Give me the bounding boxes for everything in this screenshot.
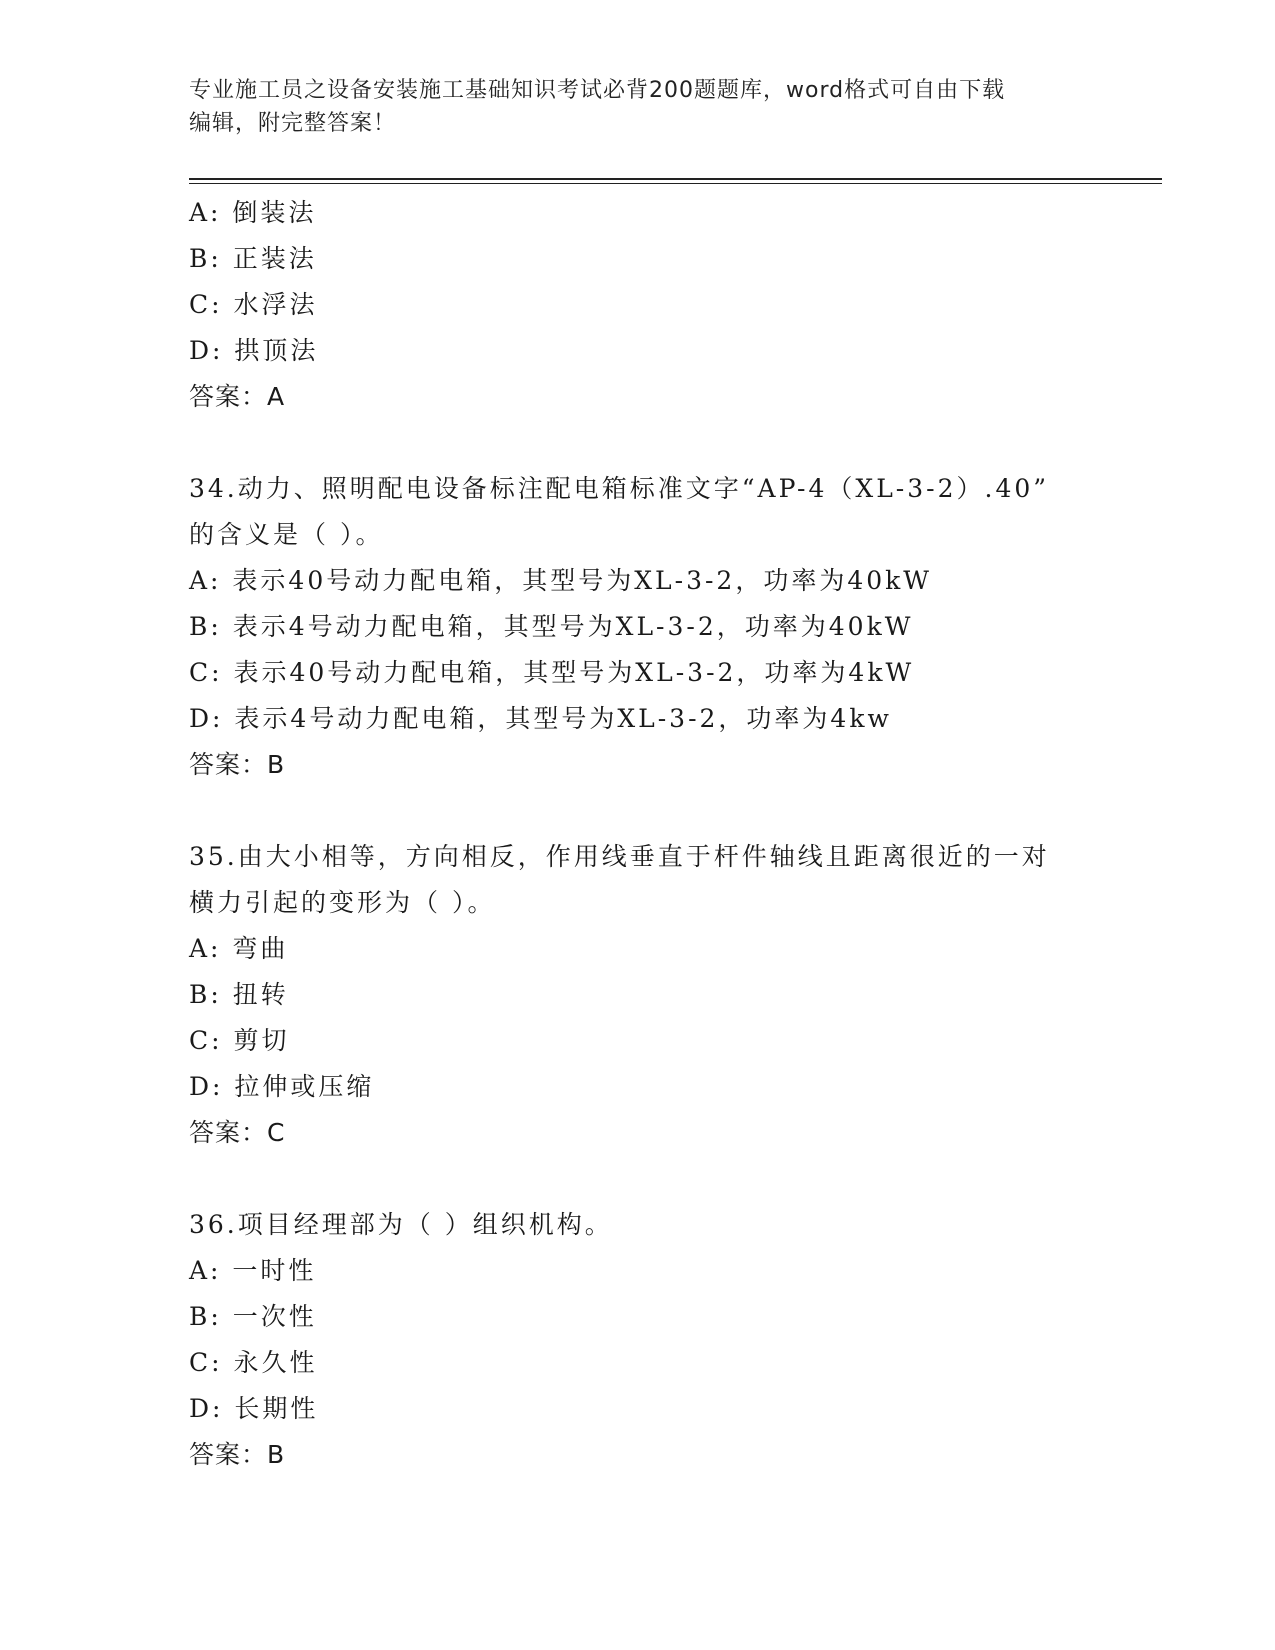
- question-stem: 36.项目经理部为（ ）组织机构。: [189, 1210, 613, 1239]
- answer: 答案：B: [189, 750, 286, 779]
- option-b: B: 表示4号动力配电箱，其型号为XL-3-2，功率为40kW: [189, 612, 914, 641]
- option-c: C: 剪切: [189, 1026, 290, 1055]
- option-b: B: 正装法: [189, 244, 317, 273]
- question-33: [189, 190, 1089, 420]
- question-35: [189, 834, 1089, 1156]
- question-list: [189, 190, 1089, 1478]
- header-line-2: 编辑，附完整答案！: [189, 111, 397, 136]
- question-stem-cont: 的含义是（ ）。: [189, 520, 384, 549]
- option-b: B: 扭转: [189, 980, 289, 1009]
- option-d: D: 拱顶法: [189, 336, 319, 365]
- question-34: [189, 466, 1089, 788]
- option-a: A: 一时性: [189, 1256, 317, 1285]
- option-d: D: 长期性: [189, 1394, 319, 1423]
- question-stem-cont: 横力引起的变形为（ ）。: [189, 888, 496, 917]
- option-c: C: 表示40号动力配电箱，其型号为XL-3-2，功率为4kW: [189, 658, 915, 687]
- option-d: D: 表示4号动力配电箱，其型号为XL-3-2，功率为4kw: [189, 704, 892, 733]
- answer: 答案：A: [189, 382, 286, 411]
- question-stem: 34.动力、照明配电设备标注配电箱标准文字“AP-4（XL-3-2）.40”: [189, 474, 1050, 503]
- spacer: [189, 420, 1089, 466]
- header-line-1: 专业施工员之设备安装施工基础知识考试必背200题题库，word格式可自由下载: [189, 78, 1006, 103]
- question-36: [189, 1202, 1089, 1478]
- option-b: B: 一次性: [189, 1302, 317, 1331]
- option-a: A: 表示40号动力配电箱，其型号为XL-3-2，功率为40kW: [189, 566, 932, 595]
- answer: 答案：C: [189, 1118, 286, 1147]
- option-a: A: 倒装法: [189, 198, 317, 227]
- spacer: [189, 788, 1089, 834]
- header-rule-thick: [189, 178, 1162, 180]
- header-rule-thin: [189, 183, 1162, 184]
- spacer: [189, 1156, 1089, 1202]
- option-c: C: 永久性: [189, 1348, 318, 1377]
- document-header: [189, 74, 1089, 140]
- option-a: A: 弯曲: [189, 934, 289, 963]
- answer: 答案：B: [189, 1440, 286, 1469]
- option-d: D: 拉伸或压缩: [189, 1072, 375, 1101]
- option-c: C: 水浮法: [189, 290, 318, 319]
- question-stem: 35.由大小相等，方向相反，作用线垂直于杆件轴线且距离很近的一对: [189, 842, 1050, 871]
